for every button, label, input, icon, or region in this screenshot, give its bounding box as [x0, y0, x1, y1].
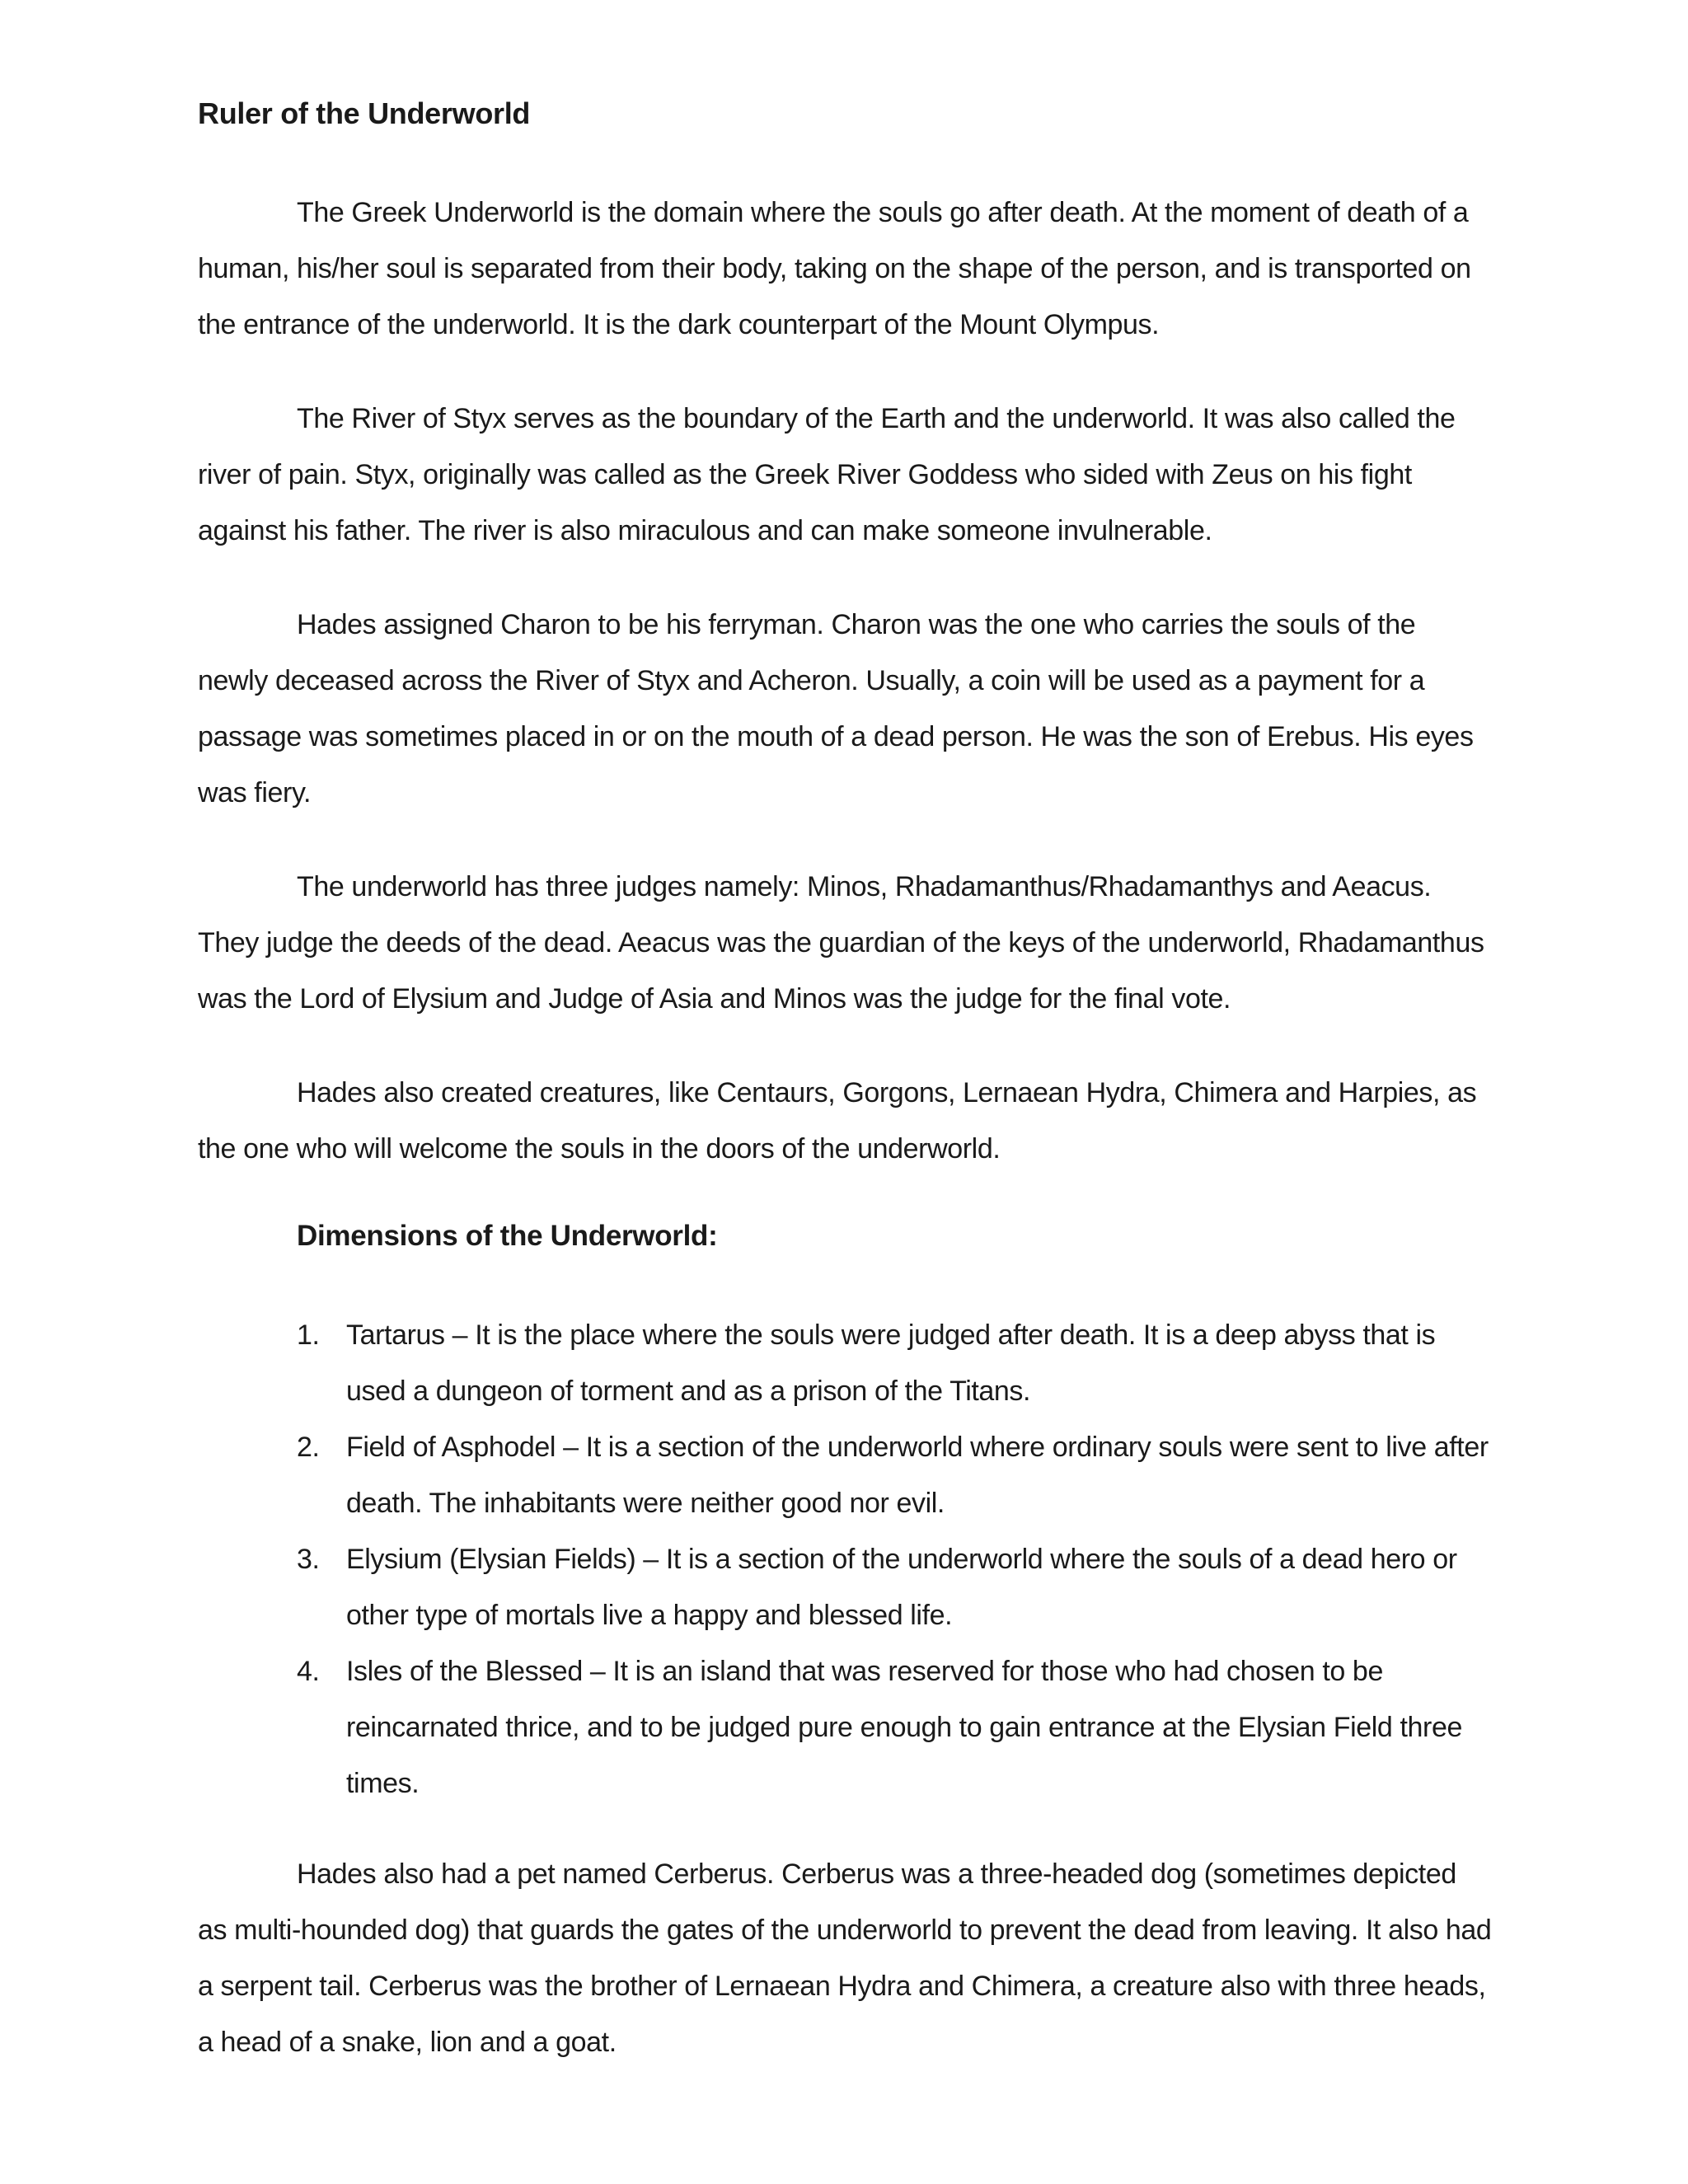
paragraph-river-styx: The River of Styx serves as the boundary of the Earth and the underworld. It was also called the river of pain. Styx, originally was called as the Greek River Goddess who sided with Zeus on his fight against his father. The river is also miraculous and can make someone invulnerable. — [198, 403, 1456, 546]
list-item-text: Isles of the Blessed – It is an island that was reserved for those who had chosen to be reincarnated thrice, and to be judged pure enough to gain entrance at the Elysian Field three times. — [346, 1656, 1462, 1799]
paragraph-charon: Hades assigned Charon to be his ferryman. Charon was the one who carries the souls of the newly deceased across the River of Styx and Acheron. Usually, a coin will be used as a payment for a passage was sometimes placed in or on the mouth of a dead person. He was the son of Erebus. His eyes was fiery. — [198, 609, 1474, 808]
document-page — [198, 92, 1492, 2108]
paragraph-greek-underworld: The Greek Underworld is the domain where the souls go after death. At the moment of death of a human, his/her soul is separated from their body, taking on the shape of the person, and is transported on the entrance of the underworld. It is the dark counterpart of the Mount Olympus. — [198, 197, 1471, 340]
list-item-number: 1. — [297, 1319, 320, 1351]
list-item — [198, 1643, 1492, 1811]
list-item-text: Tartarus – It is the place where the souls were judged after death. It is a deep abyss that is used a dungeon of torment and as a prison of the Titans. — [346, 1319, 1436, 1407]
list-item — [198, 1419, 1492, 1531]
list-item-text: Field of Asphodel – It is a section of the underworld where ordinary souls were sent to live after death. The inhabitants were neither good nor evil. — [346, 1432, 1489, 1519]
list-item-number: 2. — [297, 1432, 320, 1463]
document-title: Ruler of the Underworld — [198, 96, 531, 130]
paragraph-cerberus: Hades also had a pet named Cerberus. Cerberus was a three-headed dog (sometimes depicted as multi-hounded dog) that guards the gates of the underworld to prevent the dead from leaving. It also had a serpent tail. Cerberus was the brother of Lernaean Hydra and Chimera, a creature also with three heads, a head of a snake, lion and a goat. — [198, 1858, 1492, 2058]
list-item — [198, 1531, 1492, 1643]
list-item — [198, 1307, 1492, 1419]
paragraph-judges: The underworld has three judges namely: Minos, Rhadamanthus/Rhadamanthys and Aeacus. They judge the deeds of the dead. Aeacus was the guardian of the keys of the underworld, Rhadamanthus was the Lord of Elysium and Judge of Asia and Minos was the judge for the final vote. — [198, 871, 1484, 1015]
dimensions-heading: Dimensions of the Underworld: — [297, 1220, 718, 1252]
list-item-text: Elysium (Elysian Fields) – It is a section of the underworld where the souls of a dead hero or other type of mortals live a happy and blessed life. — [346, 1544, 1457, 1631]
paragraph-creatures: Hades also created creatures, like Centaurs, Gorgons, Lernaean Hydra, Chimera and Harpies, as the one who will welcome the souls in the doors of the underworld. — [198, 1077, 1477, 1165]
list-item-number: 3. — [297, 1544, 320, 1575]
list-item-number: 4. — [297, 1656, 320, 1687]
dimensions-list — [198, 1307, 1492, 1811]
